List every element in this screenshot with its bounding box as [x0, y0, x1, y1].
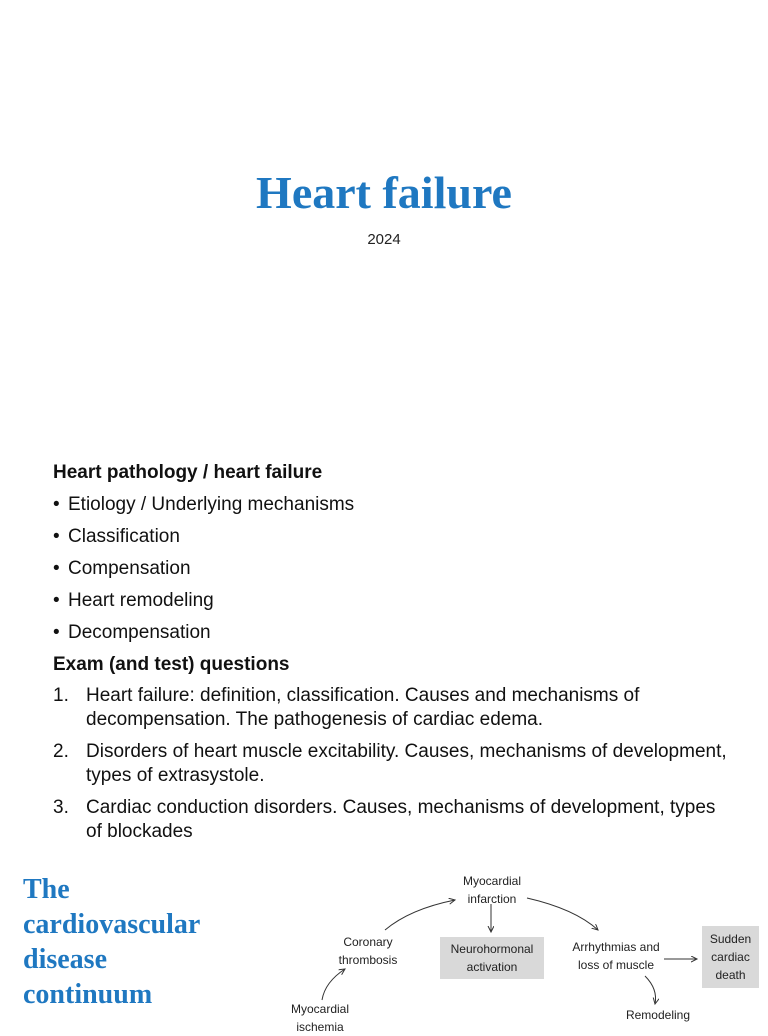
node-myocardial-ischemia: Myocardial ischemia — [290, 1002, 350, 1034]
bullet-item: • Compensation — [53, 558, 191, 579]
slide-year: 2024 — [367, 231, 401, 248]
arrow-ischemia-to-thrombosis — [322, 969, 345, 1000]
topics-heading: Heart pathology / heart failure — [53, 462, 323, 483]
bullet-item: • Heart remodeling — [53, 590, 214, 611]
bullet-item: • Decompensation — [53, 622, 211, 643]
slide-title: Heart failure — [256, 167, 512, 218]
arrow-thrombosis-to-infarction — [385, 900, 455, 930]
node-sudden-cardiac-death: Sudden cardiac death — [702, 926, 759, 988]
topics-body — [53, 460, 733, 852]
node-neurohormonal-activation: Neurohormonal activation — [440, 937, 544, 979]
title-slide — [0, 0, 768, 432]
continuum-slide — [0, 864, 768, 1034]
continuum-diagram — [0, 864, 768, 1034]
continuum-title: The cardiovascular disease continuum — [23, 874, 201, 1010]
question-item: 2. Disorders of heart muscle excitability. Causes, mechanisms of development, types of extrasystole. — [53, 741, 727, 786]
exam-question-list — [53, 684, 733, 844]
bullet-item: • Etiology / Underlying mechanisms — [53, 494, 355, 515]
question-item: 1. Heart failure: definition, classification. Causes and mechanisms of decompensation. The pathogenesis of cardiac edema. — [53, 685, 640, 730]
node-myocardial-infarction: Myocardial infarction — [462, 874, 522, 906]
arrow-arrhythmias-to-remodeling — [645, 976, 656, 1004]
node-arrhythmias: Arrhythmias and loss of muscle — [572, 940, 660, 972]
topics-slide — [0, 432, 768, 864]
exam-heading: Exam (and test) questions — [53, 654, 290, 675]
topics-bullet-list — [53, 492, 733, 646]
arrow-infarction-to-arrhythmias — [527, 898, 598, 930]
question-item: 3. Cardiac conduction disorders. Causes, mechanisms of development, types of blockades — [53, 797, 716, 842]
node-remodeling: Remodeling — [625, 1008, 691, 1022]
node-coronary-thrombosis: Coronary thrombosis — [338, 935, 398, 967]
bullet-item: • Classification — [53, 526, 180, 547]
